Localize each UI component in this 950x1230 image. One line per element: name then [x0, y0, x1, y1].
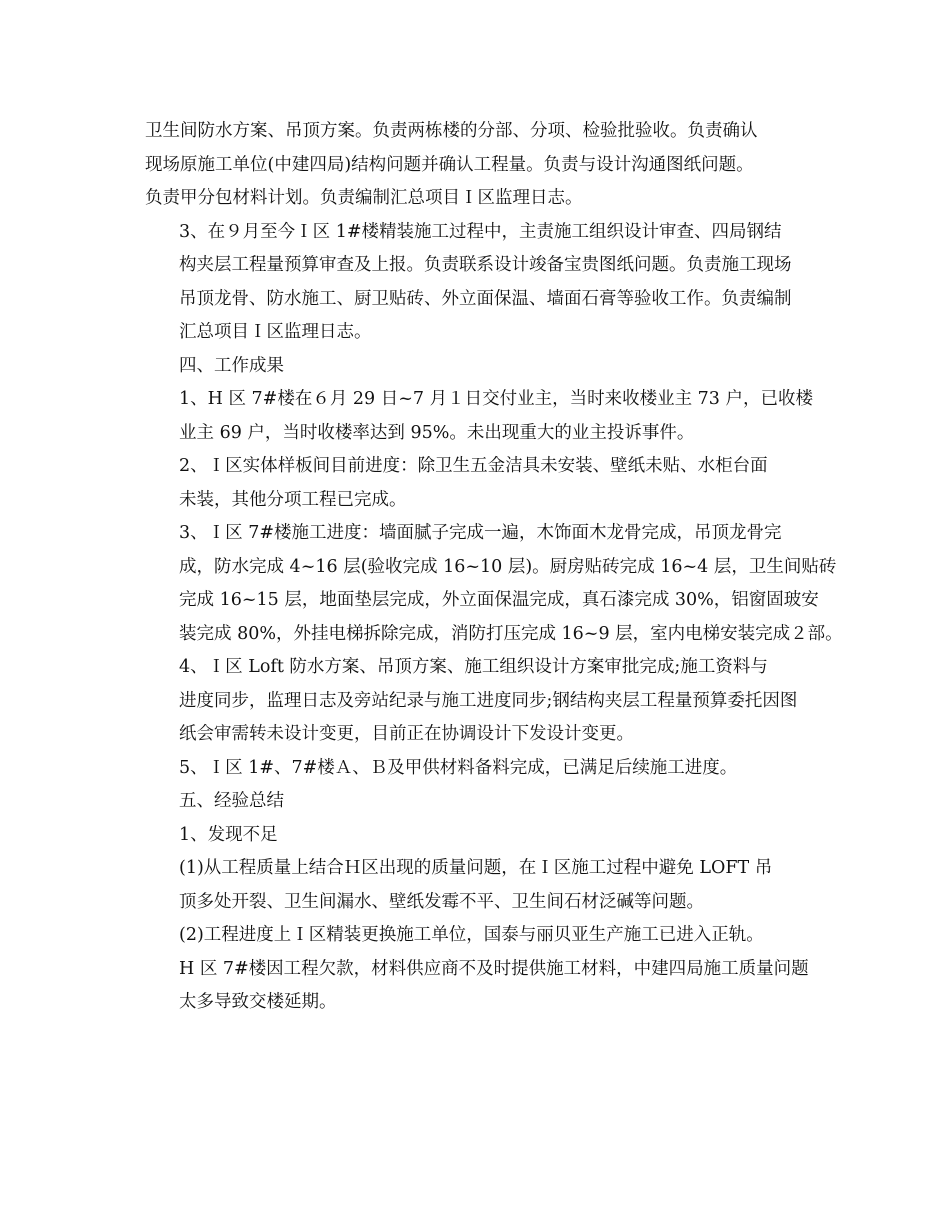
document-body	[145, 115, 843, 1020]
heading-text: 五、经验总结	[179, 791, 284, 811]
text-line: 2、Ｉ区实体样板间目前进度：除卫生五金洁具未安装、壁纸未贴、水柜台面	[179, 456, 768, 476]
text-line: 3、在９月至今Ｉ区 1#楼精装施工过程中，主责施工组织设计审查、四局钢结	[179, 221, 782, 242]
text-line: 吊顶龙骨、防水施工、厨卫贴砖、外立面保温、墙面石膏等验收工作。负责编制	[179, 288, 792, 309]
text-line: 卫生间防水方案、吊顶方案。负责两栋楼的分部、分项、检验批验收。负责确认	[145, 121, 758, 141]
heading-text: 四、工作成果	[179, 355, 284, 376]
section-heading-work-results	[145, 350, 805, 384]
paragraph-result-1	[145, 383, 813, 450]
text-line: 顶多处开裂、卫生间漏水、壁纸发霉不平、卫生间石材泛碱等问题。	[179, 891, 704, 912]
heading-text: 1、发现不足	[179, 824, 278, 845]
text-line: 4、Ｉ区 Loft 防水方案、吊顶方案、施工组织设计方案审批完成;施工资料与	[179, 657, 768, 677]
text-line: 装完成 80%，外挂电梯拆除完成，消防打压完成 16~9 层，室内电梯安装完成２部。	[179, 623, 843, 644]
text-line: 汇总项目Ｉ区监理日志。	[179, 322, 372, 342]
text-line: 太多导致交楼延期。	[179, 992, 337, 1012]
section-heading-experience-summary	[145, 785, 805, 819]
text-line: 未装，其他分项工程已完成。	[179, 489, 407, 510]
text-line: 1、H 区 7#楼在６月 29 日~7 月１日交付业主，当时来收楼业主 73 户，已收楼	[179, 389, 813, 409]
text-line: H 区 7#楼因工程欠款，材料供应商不及时提供施工材料，中建四局施工质量问题	[179, 958, 809, 979]
subheading-shortcomings	[145, 819, 805, 853]
text-line: 构夹层工程量预算审查及上报。负责联系设计竣备宝贵图纸问题。负责施工现场	[179, 255, 792, 275]
paragraph-item-3-responsibilities	[145, 216, 805, 350]
text-line: 纸会审需转未设计变更，目前正在协调设计下发设计变更。	[179, 724, 634, 744]
paragraph-result-5	[145, 752, 805, 786]
text-line: 完成 16~15 层，地面垫层完成，外立面保温完成，真石漆完成 30%，铝窗固玻安	[179, 590, 819, 610]
paragraph-shortcoming-1	[145, 852, 805, 919]
paragraph-shortcoming-2	[145, 919, 809, 1020]
text-line: (1)从工程质量上结合Ｈ区出现的质量问题，在Ｉ区施工过程中避免 LOFT 吊	[179, 858, 773, 878]
paragraph-responsibilities-cont	[145, 115, 805, 216]
text-line: 业主 69 户，当时收楼率达到 95%。未出现重大的业主投诉事件。	[179, 422, 695, 443]
text-line: 现场原施工单位(中建四局)结构问题并确认工程量。负责与设计沟通图纸问题。	[145, 154, 754, 175]
text-line: 3、Ｉ区 7#楼施工进度：墙面腻子完成一遍，木饰面木龙骨完成，吊顶龙骨完	[179, 523, 782, 543]
text-line: 负责甲分包材料计划。负责编制汇总项目Ｉ区监理日志。	[145, 188, 583, 208]
paragraph-result-4	[145, 651, 805, 752]
text-line: 成，防水完成 4~16 层(验收完成 16~10 层)。厨房贴砖完成 16~4 层，卫生间贴砖	[179, 556, 837, 577]
paragraph-result-2	[145, 450, 805, 517]
text-line: 进度同步，监理日志及旁站纪录与施工进度同步;钢结构夹层工程量预算委托因图	[179, 690, 798, 711]
text-line: (2)工程进度上Ｉ区精装更换施工单位，国泰与丽贝亚生产施工已进入正轨。	[179, 925, 764, 945]
text-line: 5、Ｉ区 1#、7#楼Ａ、Ｂ及甲供材料备料完成，已满足后续施工进度。	[179, 757, 738, 778]
paragraph-result-3	[145, 517, 843, 651]
